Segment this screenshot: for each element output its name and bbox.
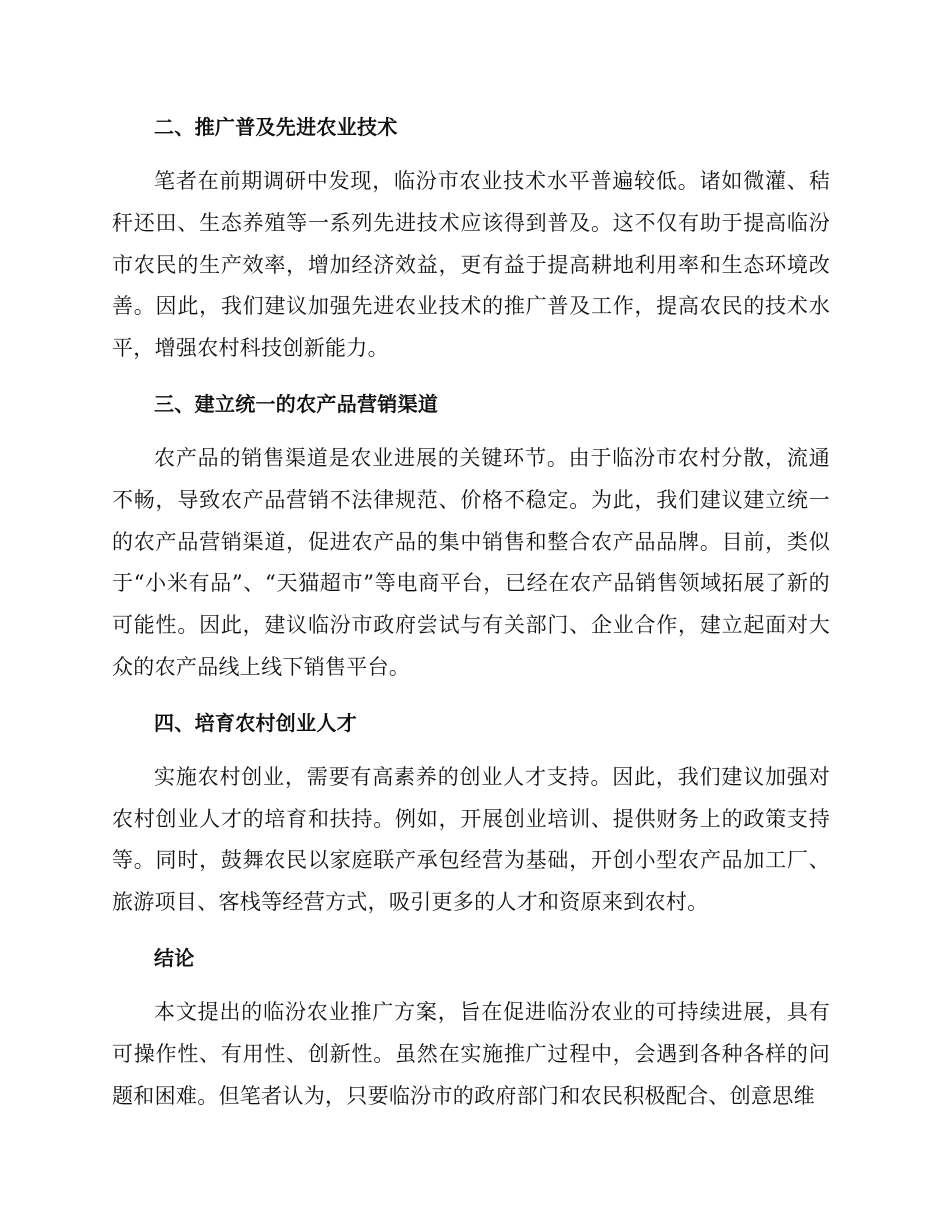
section-heading-entrepreneur-talent: 四、培育农村创业人才 bbox=[154, 710, 357, 735]
section-paragraph-conclusion: 本文提出的临汾农业推广方案，旨在促进临汾农业的可持续进展，具有可操作性、有用性、创新性。虽然在实施推广过程中，会遇到各种各样的问题和困难。但笔者认为，只要临汾市的政府部门和农民积极配合、创意思维 bbox=[112, 999, 830, 1108]
section-paragraph-entrepreneur-talent: 实施农村创业，需要有高素养的创业人才支持。因此，我们建议加强对农村创业人才的培育和扶持。例如，开展创业培训、提供财务上的政策支持等。同时，鼓舞农民以家庭联产承包经营为基础，开创小型农产品加工厂、旅游项目、客栈等经营方式，吸引更多的人才和资原来到农村。 bbox=[112, 764, 830, 915]
section-heading-marketing-channel: 三、建立统一的农产品营销渠道 bbox=[154, 391, 439, 416]
section-paragraph-technology: 笔者在前期调研中发现，临汾市农业技术水平普遍较低。诸如微灌、秸秆还田、生态养殖等一系列先进技术应该得到普及。这不仅有助于提高临汾市农民的生产效率，增加经济效益，更有益于提高耕地利用率和生态环境改善。因此，我们建议加强先进农业技术的推广普及工作，提高农民的技术水平，增强农村科技创新能力。 bbox=[112, 169, 830, 361]
section-paragraph-marketing-channel: 农产品的销售渠道是农业进展的关键环节。由于临汾市农村分散，流通不畅，导致农产品营销不法律规范、价格不稳定。为此，我们建议建立统一的农产品营销渠道，促进农产品的集中销售和整合农产品品牌。目前，类似于“小米有品”、“天猫超市”等电商平台，已经在农产品销售领域拓展了新的可能性。因此，建议临汾市政府尝试与有关部门、企业合作，建立起面对大众的农产品线上线下销售平台。 bbox=[112, 445, 830, 679]
section-heading-technology: 二、推广普及先进农业技术 bbox=[154, 115, 398, 139]
section-heading-conclusion: 结论 bbox=[154, 945, 195, 970]
document-body bbox=[112, 105, 830, 1129]
